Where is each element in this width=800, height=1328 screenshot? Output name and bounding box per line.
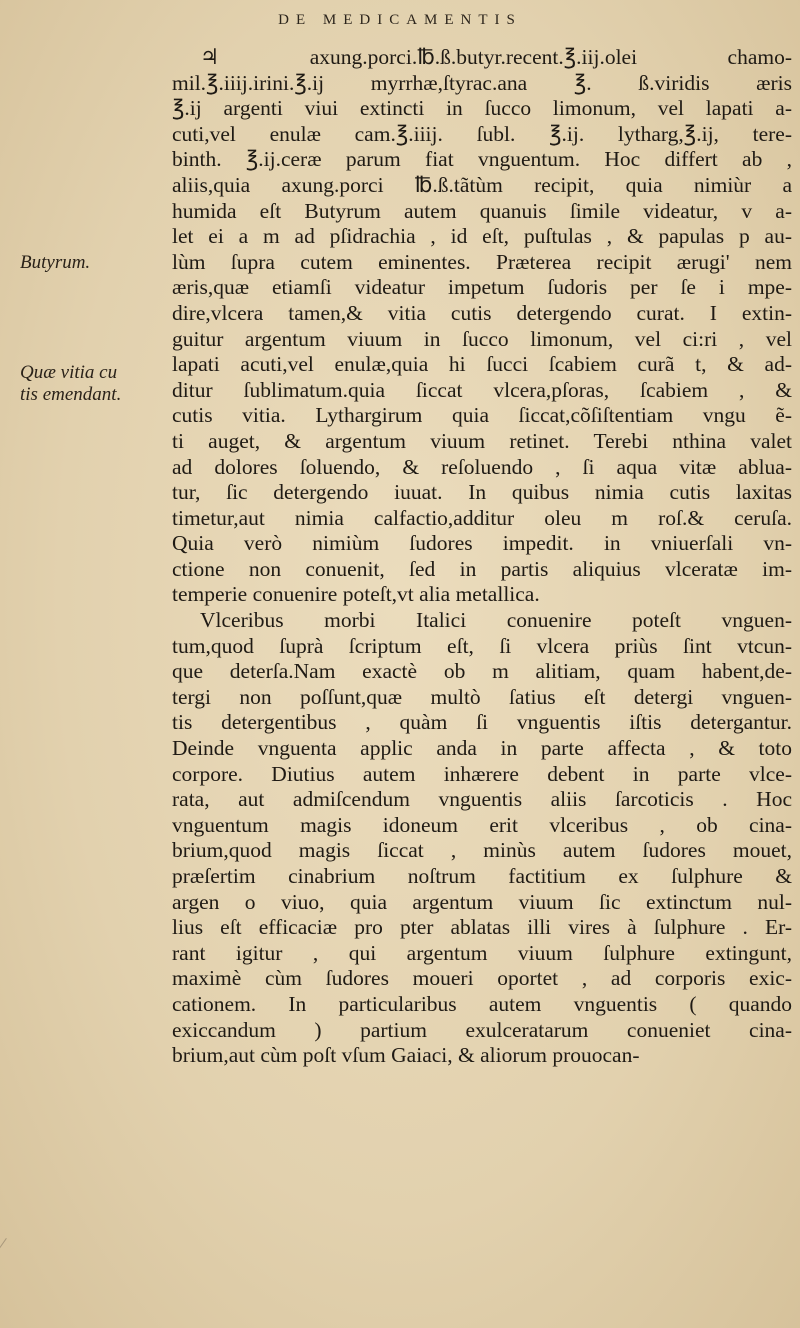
margin-note-line: Quæ vitia cu [20,362,118,383]
text-line: brium,aut cùm poſt vſum Gaiaci, & aliorum prouocan- [172,1043,640,1068]
margin-note-line: tis emendant. [20,384,122,405]
text-line: aliis,quia axung.porci ℔.ß.tãtùm recipit, quia nimiùr a [172,172,792,197]
text-line: dire,vlcera tamen,& vitia cutis detergendo curat. I extin- [172,300,792,325]
text-line: timetur,aut nimia calfactio,additur oleu m roſ.& ceruſa. [172,505,792,530]
text-line: humida eſt Butyrum autem quanuis ſimile videatur, v a- [172,198,792,223]
text-line: let ei a m ad pſidrachia , id eſt, puſtulas , & papulas p au- [172,224,792,249]
margin-note-butyrum [20,252,90,274]
text-line: Quia verò nimiùm ſudores impedit. in vniuerſali vn- [172,531,792,556]
text-line: tur, ſic detergendo iuuat. In quibus nimia cutis laxitas [172,480,792,505]
text-line: cationem. In particularibus autem vnguentis ( quando [172,991,792,1016]
text-line: præſertim cinabrium noſtrum factitium ex ſulphure & [172,864,792,888]
text-line: tum,quod ſuprà ſcriptum eſt, ſi vlcera priùs ſint vtcun- [172,633,792,658]
text-line: rata, aut admiſcendum vnguentis aliis ſarcoticis . Hoc [172,787,792,812]
text-line: æris,quæ etiamſi videatur impetum ſudoris per ſe i mpe- [172,275,792,300]
margin-note-vitia-cutis [20,362,121,406]
text-line: ditur ſublimatum.quia ſiccat vlcera,pſoras, ſcabiem , & [172,377,792,402]
text-line: ctione non conuenit, ſed in partis aliquius vlceratæ im- [172,556,792,581]
main-text-block [172,45,792,1069]
text-line: rant igitur , qui argentum viuum ſulphure extingunt, [172,940,792,965]
text-line: maximè cùm ſudores moueri oportet , ad corporis exic- [172,966,792,991]
text-line: ℥.ij argenti viui extincti in ſucco limonum, vel lapati a- [172,96,792,121]
text-line: guitur argentum viuum in ſucco limonum, vel ci:ri , vel [172,326,792,351]
text-line: ♃ axung.porci.℔.ß.butyr.recent.℥.iij.olei chamo- [200,45,792,69]
text-line: temperie conuenire poteſt,vt alia metallica. [172,582,540,607]
text-line: argen o viuo, quia argentum viuum ſic extinctum nul- [172,889,792,914]
text-line: lapati acuti,vel enulæ,quia hi ſucci ſcabiem curã t, & ad- [172,352,792,377]
text-line: lius eſt efficaciæ pro pter ablatas illi vires à ſulphure . Er- [172,915,792,940]
text-line: ad dolores ſoluendo, & reſoluendo , ſi aqua vitæ ablua- [172,454,792,479]
text-line: brium,quod magis ſiccat , minùs autem ſudores mouet, [172,838,792,863]
text-line: que deterſa.Nam exactè ob m alitiam, quam habent,de- [172,659,792,684]
text-line: cutis vitia. Lythargirum quia ſiccat,cõſiſtentiam vngu ẽ- [172,403,792,428]
text-line: corpore. Diutius autem inhærere debent in parte vlce- [172,761,792,786]
text-line: vnguentum magis idoneum erit vlceribus , ob cina- [172,812,792,837]
text-line: mil.℥.iiij.irini.℥.ij myrrhæ,ſtyrac.ana ℥. ß.viridis æris [172,70,792,95]
margin-note-line: Butyrum. [20,252,91,273]
text-line: tergi non poſſunt,quæ multò ſatius eſt detergi vnguen- [172,684,792,709]
running-header: DE MEDICAMENTIS [278,12,522,28]
text-line: binth. ℥.ij.ceræ parum fiat vnguentum. Hoc differt ab , [172,147,792,172]
text-line: cuti,vel enulæ cam.℥.iiij. ſubl. ℥.ij. lytharg,℥.ij, tere- [172,121,792,146]
text-line: Vlceribus morbi Italici conuenire poteſt vnguen- [200,608,792,633]
text-line: ti auget, & argentum viuum retinet. Terebi nthina valet [172,428,792,453]
text-line: Deinde vnguenta applic anda in parte affecta , & toto [172,736,792,761]
text-line: lùm ſupra cutem eminentes. Præterea recipit ærugi' nem [172,249,792,274]
text-line: tis detergentibus , quàm ſi vnguentis iſtis detergantur. [172,710,792,735]
pencil-mark [0,1238,31,1297]
text-line: exiccandum ) partium exulceratarum conueniet cina- [172,1017,792,1042]
